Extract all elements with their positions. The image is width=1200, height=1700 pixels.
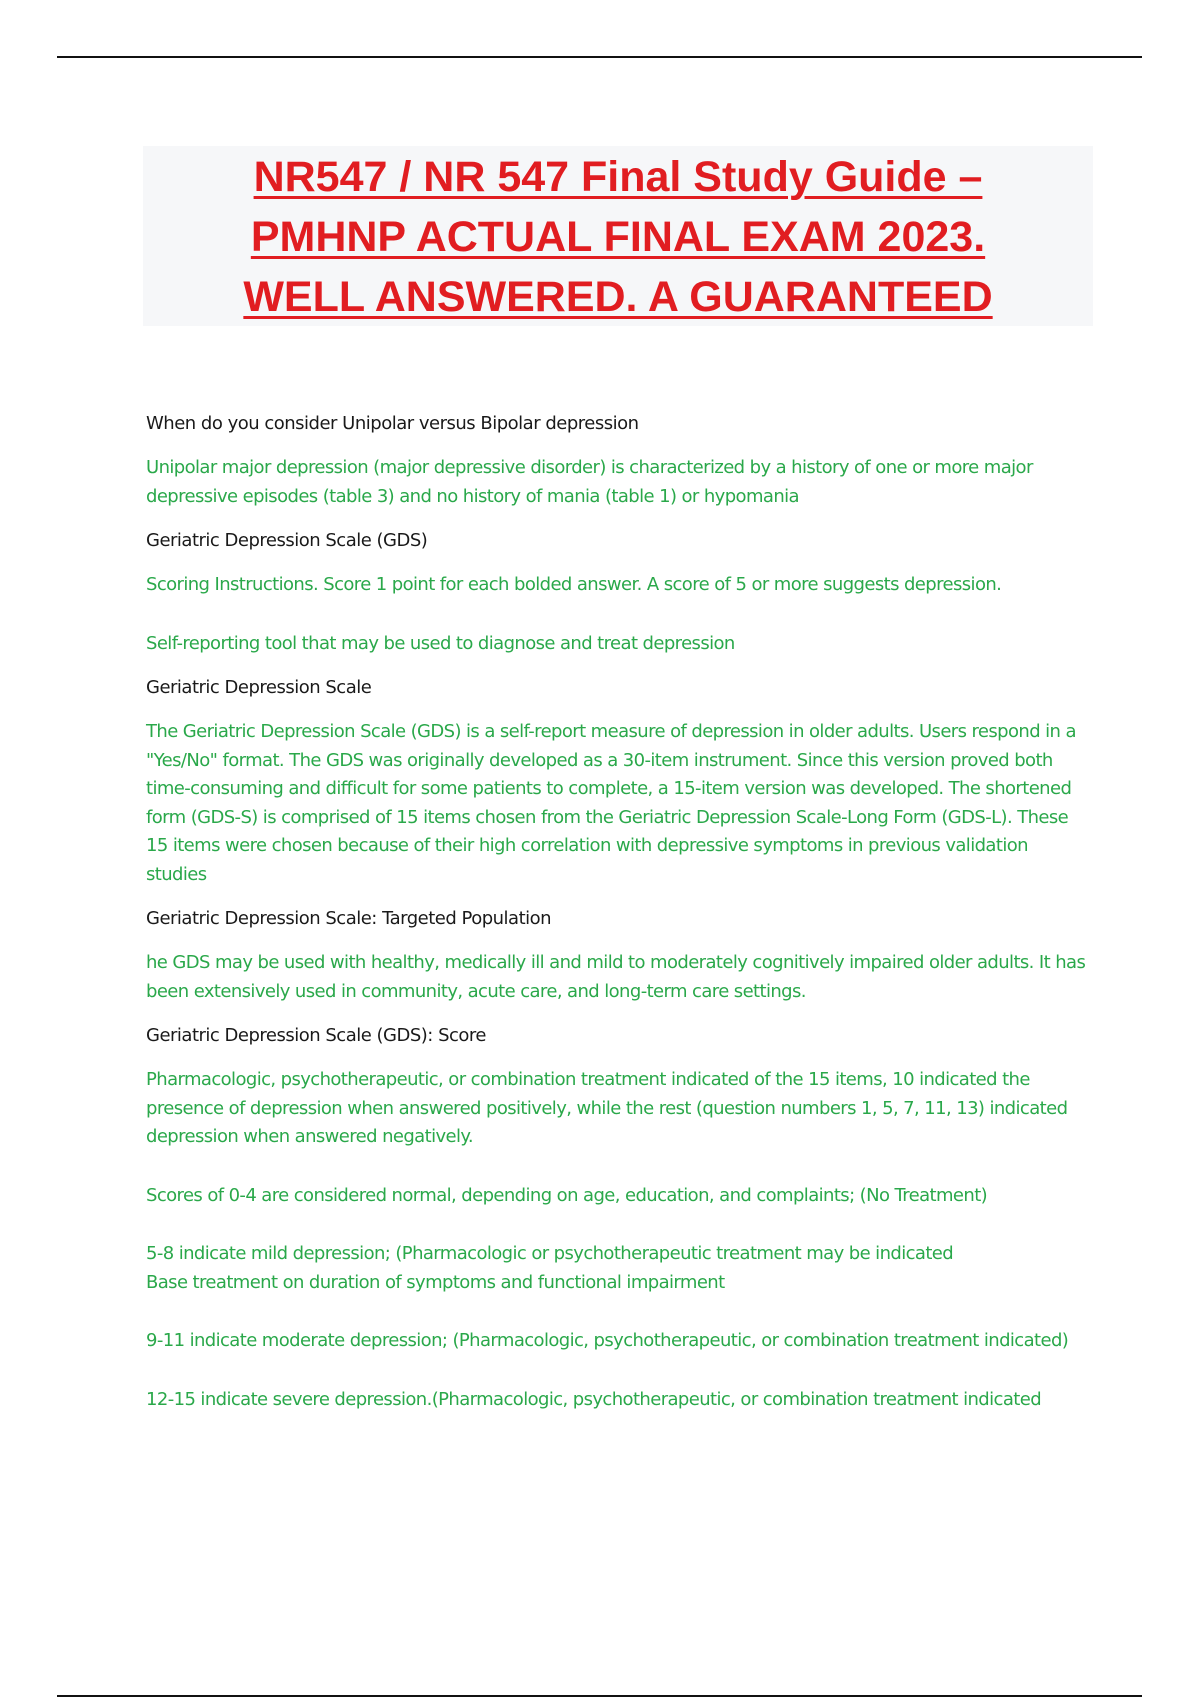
study-guide-content xyxy=(146,410,1086,1414)
answer-gds-population: he GDS may be used with healthy, medically ill and mild to moderately cognitively impaired older adults. It has been extensively used in community, acute care, and long-term care settings. xyxy=(146,952,1086,1002)
title-line-1: NR547 / NR 547 Final Study Guide – xyxy=(253,153,983,201)
answer-gds-score-overview: Pharmacologic, psychotherapeutic, or combination treatment indicated of the 15 items, 10 indicated the presence of depression when answered positively, while the rest (question numbers 1, 5, 7, 11, 13) indicated depression when answered negatively. xyxy=(146,1069,1068,1147)
answer-unipolar-bipolar: Unipolar major depression (major depressive disorder) is characterized by a history of one or more major depressive episodes (table 3) and no history of mania (table 1) or hypomania xyxy=(146,457,1033,507)
question-unipolar-bipolar: When do you consider Unipolar versus Bipolar depression xyxy=(146,413,639,434)
title-line-2: PMHNP ACTUAL FINAL EXAM 2023. xyxy=(250,213,986,261)
answer-score-moderate: 9-11 indicate moderate depression; (Pharmacologic, psychotherapeutic, or combination treatment indicated) xyxy=(146,1330,1069,1351)
answer-gds-definition: The Geriatric Depression Scale (GDS) is a self-report measure of depression in older adults. Users respond in a "Yes/No" format. The GDS was originally developed as a 30-item instrument. Since this version proved both time-consuming and difficult for some patients to complete, a 15-item version was developed. The shortened form (GDS-S) is comprised of 15 items chosen from the Geriatric Depression Scale-Long Form (GDS-L). These 15 items were chosen because of their high correlation with depressive symptoms in previous validation studies xyxy=(146,721,1076,885)
question-gds: Geriatric Depression Scale (GDS) xyxy=(146,530,428,551)
question-gds-score: Geriatric Depression Scale (GDS): Score xyxy=(146,1025,486,1046)
answer-score-normal: Scores of 0-4 are considered normal, depending on age, education, and complaints; (No Treatment) xyxy=(146,1184,988,1206)
document-title xyxy=(143,146,1093,326)
answer-score-mild-basis: Base treatment on duration of symptoms and functional impairment xyxy=(146,1271,725,1293)
question-gds-population: Geriatric Depression Scale: Targeted Population xyxy=(146,908,552,929)
answer-gds-scoring: Scoring Instructions. Score 1 point for each bolded answer. A score of 5 or more suggests depression. xyxy=(146,574,1002,595)
answer-gds-self-report: Self-reporting tool that may be used to diagnose and treat depression xyxy=(146,632,735,654)
answer-score-mild: 5-8 indicate mild depression; (Pharmacologic or psychotherapeutic treatment may be indicated xyxy=(146,1243,954,1264)
top-divider xyxy=(57,56,1142,58)
bottom-divider xyxy=(57,1695,1142,1697)
title-line-3: WELL ANSWERED. A GUARANTEED xyxy=(243,273,993,321)
question-gds-definition: Geriatric Depression Scale xyxy=(146,677,372,698)
answer-score-severe: 12-15 indicate severe depression.(Pharmacologic, psychotherapeutic, or combination treatment indicated xyxy=(146,1388,1042,1410)
